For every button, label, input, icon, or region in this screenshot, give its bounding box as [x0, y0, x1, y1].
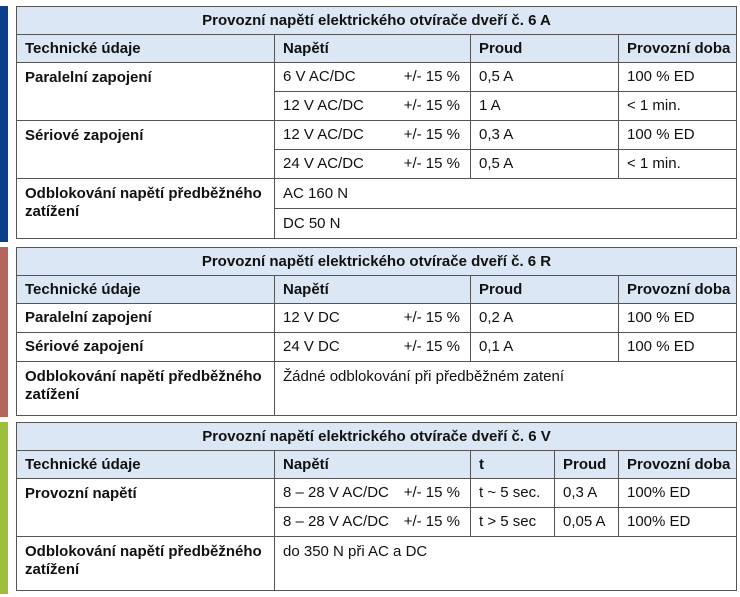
row-label-parallel: Paralelní zapojení — [17, 304, 275, 333]
duty-value: < 1 min. — [619, 150, 737, 179]
time-value: t > 5 sec — [471, 508, 555, 537]
table-6a-title: Provozní napětí elektrického otvírače dveří č. 6 A — [17, 7, 737, 35]
table-row — [17, 179, 737, 209]
unlock-value: Žádné odblokování při předběžném zatení — [275, 362, 737, 416]
section-6a-accent — [0, 6, 8, 242]
duty-value: 100 % ED — [619, 304, 737, 333]
header-duty: Provozní doba — [619, 276, 737, 304]
duty-value: 100% ED — [619, 508, 737, 537]
header-voltage: Napětí — [275, 35, 471, 63]
duty-value: 100% ED — [619, 479, 737, 508]
tolerance-value: +/- 15 % — [403, 68, 460, 85]
header-duty: Provozní doba — [619, 451, 737, 479]
table-row — [17, 63, 737, 92]
table-6v — [16, 422, 737, 591]
table-6r-title: Provozní napětí elektrického otvírače dveří č. 6 R — [17, 248, 737, 276]
duty-value: 100 % ED — [619, 333, 737, 362]
tolerance-value: +/- 15 % — [403, 484, 460, 501]
table-row — [17, 304, 737, 333]
section-6a — [0, 6, 740, 242]
current-value: 0,3 A — [471, 121, 619, 150]
voltage-value: 6 V AC/DC — [283, 68, 356, 85]
header-current: Proud — [555, 451, 619, 479]
unlock-value: do 350 N při AC a DC — [275, 537, 737, 591]
row-label-serial: Sériové zapojení — [17, 121, 275, 179]
table-row — [17, 121, 737, 150]
section-6v — [0, 422, 740, 594]
tolerance-value: +/- 15 % — [403, 513, 460, 530]
voltage-value: 12 V AC/DC — [283, 97, 364, 114]
voltage-value: 8 – 28 V AC/DC — [283, 484, 389, 501]
section-6r — [0, 247, 740, 417]
header-voltage: Napětí — [275, 451, 471, 479]
header-current: Proud — [471, 276, 619, 304]
table-row — [17, 479, 737, 508]
time-value: t ~ 5 sec. — [471, 479, 555, 508]
header-technical-data: Technické údaje — [17, 451, 275, 479]
duty-value: 100 % ED — [619, 63, 737, 92]
row-label-parallel: Paralelní zapojení — [17, 63, 275, 121]
voltage-value: 24 V DC — [283, 338, 340, 355]
header-voltage: Napětí — [275, 276, 471, 304]
table-6r — [16, 247, 737, 416]
current-value: 1 A — [471, 92, 619, 121]
current-value: 0,05 A — [555, 508, 619, 537]
header-technical-data: Technické údaje — [17, 276, 275, 304]
voltage-value: 8 – 28 V AC/DC — [283, 513, 389, 530]
tolerance-value: +/- 15 % — [403, 126, 460, 143]
header-current: Proud — [471, 35, 619, 63]
row-label-unlock: Odblokování napětí předběžného zatížení — [17, 179, 275, 239]
voltage-value: 24 V AC/DC — [283, 155, 364, 172]
unlock-value-dc: DC 50 N — [275, 209, 737, 239]
section-6r-accent — [0, 247, 8, 417]
row-label-unlock: Odblokování napětí předběžného zatížení — [17, 537, 275, 591]
current-value: 0,2 A — [471, 304, 619, 333]
table-row — [17, 362, 737, 416]
current-value: 0,5 A — [471, 63, 619, 92]
header-time: t — [471, 451, 555, 479]
unlock-value-ac: AC 160 N — [275, 179, 737, 209]
table-6v-title: Provozní napětí elektrického otvírače dveří č. 6 V — [17, 423, 737, 451]
duty-value: < 1 min. — [619, 92, 737, 121]
header-technical-data: Technické údaje — [17, 35, 275, 63]
header-duty: Provozní doba — [619, 35, 737, 63]
current-value: 0,3 A — [555, 479, 619, 508]
table-row — [17, 333, 737, 362]
row-label-operating-voltage: Provozní napětí — [17, 479, 275, 537]
voltage-value: 12 V DC — [283, 309, 340, 326]
tolerance-value: +/- 15 % — [403, 155, 460, 172]
voltage-value: 12 V AC/DC — [283, 126, 364, 143]
tolerance-value: +/- 15 % — [403, 309, 460, 326]
section-6v-accent — [0, 422, 8, 594]
table-6a — [16, 6, 737, 239]
tolerance-value: +/- 15 % — [403, 338, 460, 355]
row-label-unlock: Odblokování napětí předběžného zatížení — [17, 362, 275, 416]
tolerance-value: +/- 15 % — [403, 97, 460, 114]
row-label-serial: Sériové zapojení — [17, 333, 275, 362]
current-value: 0,1 A — [471, 333, 619, 362]
current-value: 0,5 A — [471, 150, 619, 179]
duty-value: 100 % ED — [619, 121, 737, 150]
table-row — [17, 537, 737, 591]
